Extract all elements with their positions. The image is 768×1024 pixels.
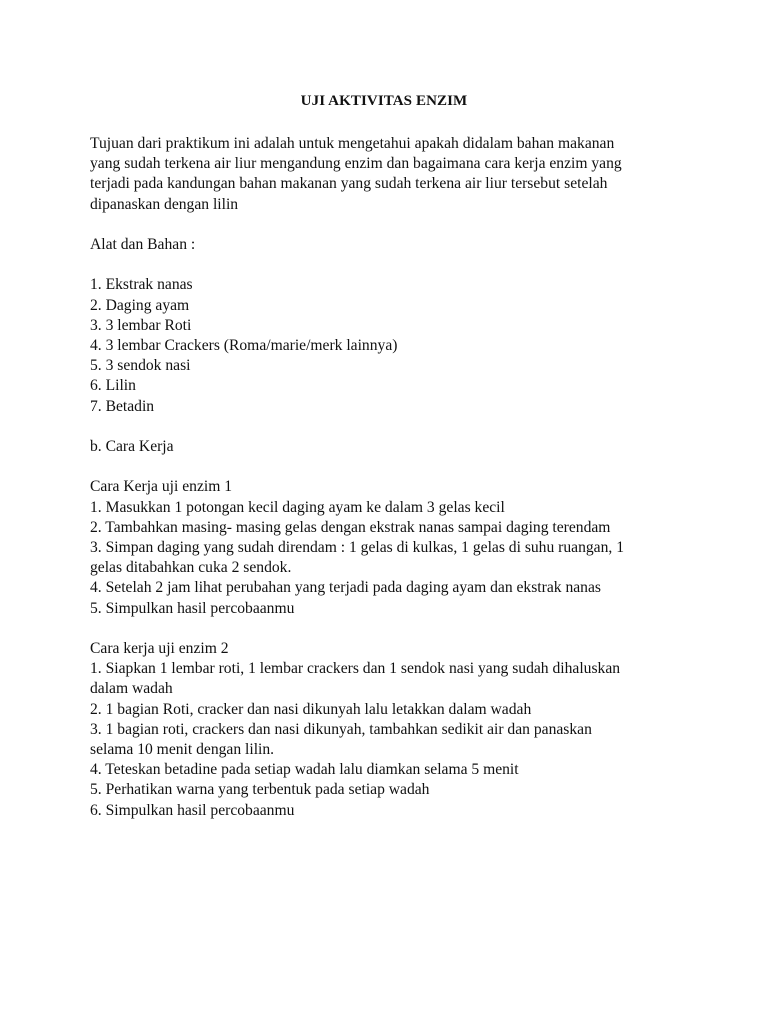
step-line: 1. Siapkan 1 lembar roti, 1 lembar crackers dan 1 sendok nasi yang sudah dihaluskan xyxy=(90,660,621,678)
list-item: 1. Ekstrak nanas xyxy=(90,276,193,294)
step-line: 4. Setelah 2 jam lihat perubahan yang terjadi pada daging ayam dan ekstrak nanas xyxy=(90,579,601,597)
list-item: 5. 3 sendok nasi xyxy=(90,357,191,375)
step-line: dalam wadah xyxy=(90,680,173,698)
list-item: 7. Betadin xyxy=(90,397,155,415)
list-item: 6. Lilin xyxy=(90,377,136,395)
document-body xyxy=(90,134,680,821)
step-line: 5. Perhatikan warna yang terbentuk pada setiap wadah xyxy=(90,781,430,799)
intro-paragraph xyxy=(90,134,680,215)
step-line: 5. Simpulkan hasil percobaanmu xyxy=(90,599,295,617)
step-line: 3. Simpan daging yang sudah direndam : 1 gelas di kulkas, 1 gelas di suhu ruangan, 1 xyxy=(90,539,624,556)
uji-enzim-2-section xyxy=(90,639,680,821)
alat-list xyxy=(90,275,680,416)
list-item: 4. 3 lembar Crackers (Roma/marie/merk lainnya) xyxy=(90,337,398,354)
cara-kerja-heading: b. Cara Kerja xyxy=(90,438,174,455)
uji-enzim-1-section xyxy=(90,477,680,618)
step-line: 4. Teteskan betadine pada setiap wadah lalu diamkan selama 5 menit xyxy=(90,761,519,779)
list-item: 3. 3 lembar Roti xyxy=(90,316,192,334)
step-line: gelas ditabahkan cuka 2 sendok. xyxy=(90,559,292,577)
document-title: UJI AKTIVITAS ENZIM xyxy=(300,93,468,109)
step-line: 3. 1 bagian roti, crackers dan nasi dikunyah, tambahkan sedikit air dan panaskan xyxy=(90,720,592,738)
uji-enzim-1-heading: Cara Kerja uji enzim 1 xyxy=(90,478,233,496)
step-line: 2. 1 bagian Roti, cracker dan nasi dikunyah lalu letakkan dalam wadah xyxy=(90,700,532,718)
list-item: 2. Daging ayam xyxy=(90,296,190,314)
alat-heading: Alat dan Bahan : xyxy=(90,236,196,253)
intro-line: terjadi pada kandungan bahan makanan yang sudah terkena air liur tersebut setelah xyxy=(90,175,608,193)
step-line: 1. Masukkan 1 potongan kecil daging ayam ke dalam 3 gelas kecil xyxy=(90,498,505,516)
intro-line: yang sudah terkena air liur mengandung enzim dan bagaimana cara kerja enzim yang xyxy=(90,155,622,173)
intro-line: dipanaskan dengan lilin xyxy=(90,195,239,213)
step-line: 6. Simpulkan hasil percobaanmu xyxy=(90,801,295,819)
intro-line: Tujuan dari praktikum ini adalah untuk mengetahui apakah didalam bahan makanan xyxy=(90,135,615,152)
step-line: selama 10 menit dengan lilin. xyxy=(90,741,275,759)
step-line: 2. Tambahkan masing- masing gelas dengan ekstrak nanas sampai daging terendam xyxy=(90,518,611,536)
uji-enzim-2-heading: Cara kerja uji enzim 2 xyxy=(90,640,229,657)
